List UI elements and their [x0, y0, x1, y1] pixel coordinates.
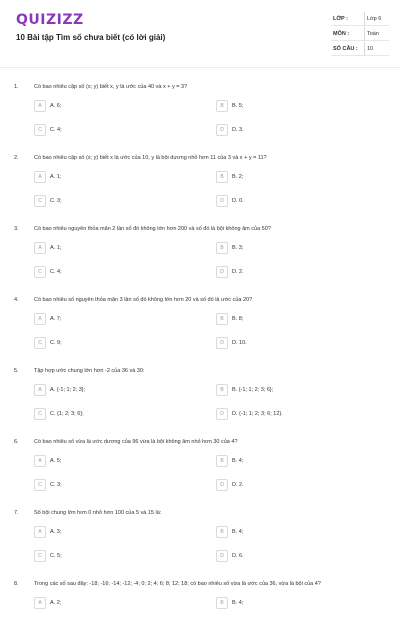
option-text: C. {1; 2; 3; 6};	[50, 411, 84, 417]
answer-option-d[interactable]	[216, 195, 366, 207]
option-text: A. 5;	[50, 458, 62, 464]
answer-option-a[interactable]	[34, 313, 184, 325]
option-letter-box: A	[34, 384, 46, 396]
option-letter-box: B	[216, 455, 228, 467]
answer-option-a[interactable]	[34, 455, 184, 467]
option-text: D. 0.	[232, 198, 244, 204]
option-letter-box: A	[34, 597, 46, 609]
option-letter-box: D	[216, 479, 228, 491]
option-letter-box: D	[216, 195, 228, 207]
question-item	[0, 569, 400, 639]
answer-option-d[interactable]	[216, 479, 366, 491]
meta-row-question-count	[331, 42, 389, 56]
question-number: 1.	[14, 84, 19, 90]
option-letter-box: B	[216, 171, 228, 183]
option-letter-box: C	[34, 550, 46, 562]
option-letter-box: C	[34, 195, 46, 207]
option-letter-box: A	[34, 171, 46, 183]
option-text: C. 9;	[50, 340, 62, 346]
question-text: Có bao nhiêu cặp số (x; y) biết x, y là ước của 40 và x + y = 3?	[34, 84, 188, 90]
meta-label: SỐ CÂU :	[333, 46, 358, 52]
quizizz-logo: QUIZIZZ	[16, 12, 84, 28]
answer-option-b[interactable]	[216, 100, 366, 112]
question-item	[0, 427, 400, 497]
question-text: Có bao nhiêu nguyên thỏa mãn 2 lần số đó không lớn hơn 200 và số đó là bội không âm của 50?	[34, 226, 271, 232]
option-text: A. 1;	[50, 174, 62, 180]
answer-option-b[interactable]	[216, 242, 366, 254]
option-text: D. 2.	[232, 482, 244, 488]
option-text: A. 3;	[50, 529, 62, 535]
option-text: B. 2;	[232, 174, 244, 180]
meta-divider	[364, 42, 365, 56]
answer-option-a[interactable]	[34, 526, 184, 538]
option-letter-box: C	[34, 266, 46, 278]
answer-option-b[interactable]	[216, 597, 366, 609]
option-letter-box: D	[216, 124, 228, 136]
question-text: Trong các số sau đây: -18; -16; -14; -12; -4; 0; 2; 4; 6; 8; 12; 18; có bao nhiêu số vừa là ước của 36, vừa là bội của 4?	[34, 581, 321, 587]
answer-option-c[interactable]	[34, 124, 184, 136]
question-number: 4.	[14, 297, 19, 303]
option-text: B. 4;	[232, 529, 244, 535]
answer-option-c[interactable]	[34, 195, 184, 207]
option-text: B. 5;	[232, 103, 244, 109]
option-text: A. 2;	[50, 600, 62, 606]
answer-option-b[interactable]	[216, 313, 366, 325]
meta-value: Toán	[367, 31, 379, 37]
answer-option-a[interactable]	[34, 597, 184, 609]
option-letter-box: C	[34, 124, 46, 136]
answer-option-a[interactable]	[34, 171, 184, 183]
meta-divider	[364, 12, 365, 26]
option-text: A. 6;	[50, 103, 62, 109]
question-item	[0, 214, 400, 284]
option-text: A. 7;	[50, 316, 62, 322]
answer-option-c[interactable]	[34, 337, 184, 349]
question-text: Tập hợp ước chung lớn hơn -2 của 36 và 30:	[34, 368, 145, 374]
option-letter-box: D	[216, 266, 228, 278]
option-letter-box: B	[216, 384, 228, 396]
option-letter-box: B	[216, 313, 228, 325]
answer-option-a[interactable]	[34, 384, 184, 396]
question-number: 6.	[14, 439, 19, 445]
question-number: 5.	[14, 368, 19, 374]
meta-label: MÔN :	[333, 31, 350, 37]
answer-option-a[interactable]	[34, 100, 184, 112]
header-divider	[0, 67, 400, 68]
question-text: Có bao nhiêu cặp số (x; y) biết x là ước của 10, y là bội dương nhỏ hơn 11 của 3 và x + y = 11?	[34, 155, 267, 161]
option-text: D. {-1; 1; 2; 3; 6; 12}.	[232, 411, 283, 417]
option-text: C. 5;	[50, 553, 62, 559]
option-text: D. 6.	[232, 553, 244, 559]
option-letter-box: C	[34, 479, 46, 491]
worksheet-header	[0, 0, 400, 64]
question-item	[0, 72, 400, 142]
answer-option-c[interactable]	[34, 479, 184, 491]
option-letter-box: A	[34, 242, 46, 254]
question-text: Có bao nhiêu số nguyên thỏa mãn 3 lần số đó không lớn hơn 20 và số đó là ước của 20?	[34, 297, 253, 303]
answer-option-d[interactable]	[216, 266, 366, 278]
answer-option-b[interactable]	[216, 526, 366, 538]
question-number: 7.	[14, 510, 19, 516]
meta-value: 10	[367, 46, 374, 52]
answer-option-d[interactable]	[216, 550, 366, 562]
meta-label: LỚP :	[333, 16, 348, 22]
answer-option-b[interactable]	[216, 455, 366, 467]
option-text: D. 10.	[232, 340, 247, 346]
meta-divider	[364, 27, 365, 41]
question-number: 2.	[14, 155, 19, 161]
option-letter-box: D	[216, 408, 228, 420]
option-letter-box: B	[216, 526, 228, 538]
option-letter-box: A	[34, 455, 46, 467]
option-text: B. 8;	[232, 316, 244, 322]
answer-option-d[interactable]	[216, 408, 366, 420]
meta-row-class	[331, 12, 389, 26]
option-text: B. 3;	[232, 245, 244, 251]
answer-option-b[interactable]	[216, 384, 366, 396]
worksheet-title: 10 Bài tập Tìm số chưa biết (có lời giải)	[16, 33, 166, 42]
option-letter-box: B	[216, 597, 228, 609]
answer-option-c[interactable]	[34, 408, 184, 420]
answer-option-a[interactable]	[34, 242, 184, 254]
option-text: C. 4;	[50, 269, 62, 275]
question-text: Có bao nhiêu số vừa là ước dương của 96 vừa là bội không âm nhỏ hơn 30 của 4?	[34, 439, 238, 445]
question-number: 3.	[14, 226, 19, 232]
answer-option-c[interactable]	[34, 550, 184, 562]
option-letter-box: D	[216, 550, 228, 562]
question-number: 8.	[14, 581, 19, 587]
option-text: C. 3;	[50, 482, 62, 488]
option-letter-box: A	[34, 100, 46, 112]
question-text: Số bội chung lớn hơn 0 nhỏ hơn 100 của 5 và 15 là:	[34, 510, 162, 516]
answer-option-b[interactable]	[216, 171, 366, 183]
question-item	[0, 498, 400, 568]
meta-value: Lớp 6	[367, 16, 382, 22]
option-text: B. 4;	[232, 600, 244, 606]
answer-option-d[interactable]	[216, 124, 366, 136]
question-item	[0, 285, 400, 355]
question-item	[0, 356, 400, 426]
answer-option-d[interactable]	[216, 337, 366, 349]
option-text: A. 1;	[50, 245, 62, 251]
option-letter-box: D	[216, 337, 228, 349]
option-letter-box: C	[34, 408, 46, 420]
option-text: C. 3;	[50, 198, 62, 204]
option-text: D. 2.	[232, 269, 244, 275]
option-text: A. {-1; 1; 2; 3};	[50, 387, 86, 393]
option-letter-box: B	[216, 242, 228, 254]
option-letter-box: B	[216, 100, 228, 112]
option-letter-box: A	[34, 526, 46, 538]
question-item	[0, 143, 400, 213]
option-text: D. 3.	[232, 127, 244, 133]
option-text: B. 4;	[232, 458, 244, 464]
option-letter-box: A	[34, 313, 46, 325]
answer-option-c[interactable]	[34, 266, 184, 278]
option-text: C. 4;	[50, 127, 62, 133]
option-text: B. {-1; 1; 2; 3; 6};	[232, 387, 274, 393]
meta-row-subject	[331, 27, 389, 41]
option-letter-box: C	[34, 337, 46, 349]
